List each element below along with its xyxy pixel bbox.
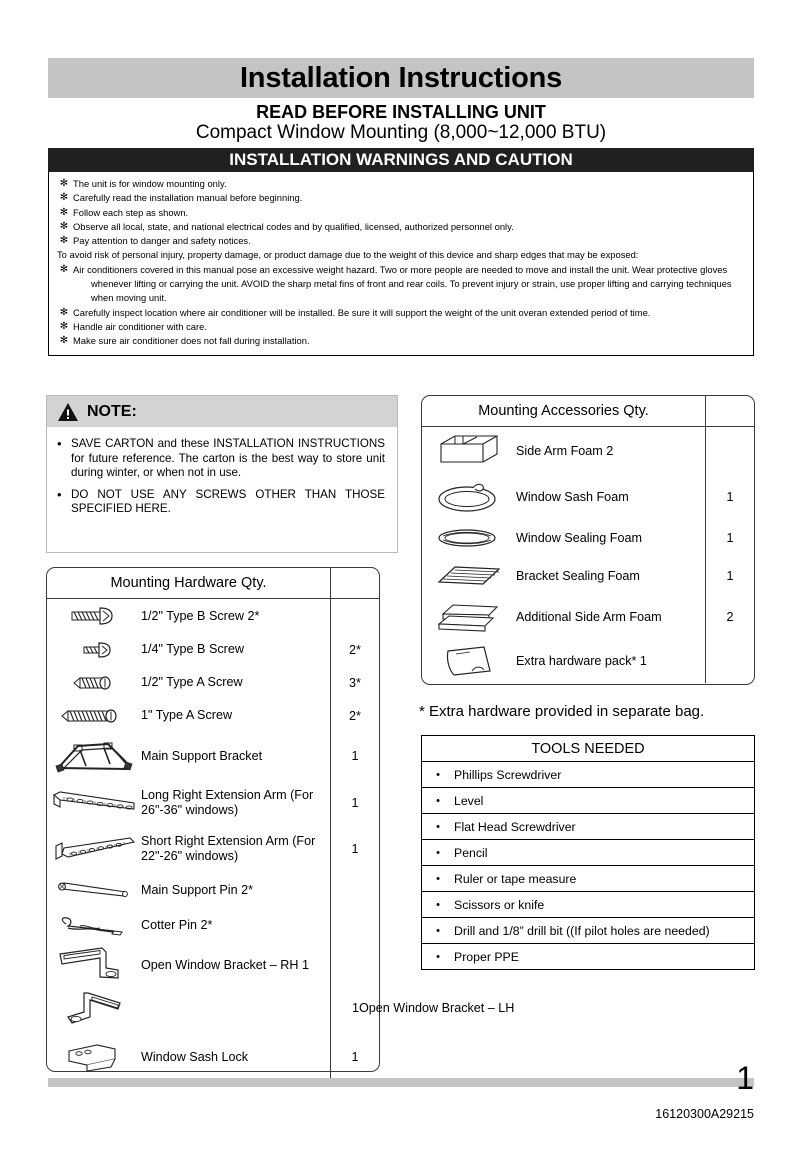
bullet-icon: • — [436, 924, 440, 937]
bullet-icon: • — [436, 820, 440, 833]
note-heading: NOTE: — [87, 402, 137, 420]
tool-label: Flat Head Screwdriver — [454, 819, 576, 834]
row-label: Side Arm Foam 2 — [516, 443, 614, 458]
row-label: Main Support Pin 2* — [141, 882, 254, 897]
warning-text: The unit is for window mounting only. — [73, 178, 227, 189]
short-right-extension-arm-icon — [47, 834, 141, 864]
row-label: Main Support Bracket — [141, 748, 263, 763]
row-qty: 3* — [330, 666, 379, 699]
bullet-icon: • — [436, 898, 440, 911]
warning-triangle-icon — [57, 402, 79, 422]
warning-bullet — [55, 234, 747, 248]
screw-type-a-half-inch-icon — [47, 673, 141, 693]
row-qty: 2* — [330, 633, 379, 666]
asterisk-bullet-icon: ✻ — [59, 263, 69, 275]
extra-hardware-pack-icon — [422, 643, 516, 679]
open-window-bracket-lh-icon — [47, 991, 141, 1031]
row-label: 1/4" Type B Screw — [141, 642, 244, 656]
warning-bullet — [55, 177, 747, 191]
warning-text: Observe all local, state, and national electrical codes and by qualified, licensed, authorized personnel only. — [73, 220, 514, 232]
warning-bullet — [55, 263, 747, 306]
warning-paragraph: To avoid risk of personal injury, property damage, or product damage due to the weight of this device and sharp edges that may be exposed: — [57, 249, 639, 261]
row-label: Extra hardware pack* 1 — [516, 653, 647, 668]
warning-text: Follow each step as shown. — [73, 206, 189, 218]
row-label: Additional Side Arm Foam — [516, 609, 662, 624]
list-item — [422, 944, 754, 969]
list-item — [422, 788, 754, 814]
window-sash-foam-icon — [422, 479, 516, 515]
note-body — [47, 427, 397, 530]
document-code: 16120300A29215 — [655, 1107, 754, 1121]
table-row — [47, 908, 379, 943]
warning-bullet — [55, 220, 747, 234]
warning-bullet — [55, 334, 747, 348]
tool-label: Pencil — [454, 845, 488, 860]
long-right-extension-arm-icon — [47, 788, 141, 818]
table-row — [422, 595, 754, 639]
list-item — [422, 866, 754, 892]
asterisk-bullet-icon: ✻ — [59, 206, 69, 218]
qty-column-header — [705, 396, 754, 426]
note-item-text: DO NOT USE ANY SCREWS OTHER THAN THOSE SPECIFIED HERE. — [71, 487, 385, 515]
tool-label: Ruler or tape measure — [454, 871, 577, 886]
table-row — [47, 780, 379, 826]
warnings-heading: INSTALLATION WARNINGS AND CAUTION — [48, 148, 754, 172]
bullet-icon: • — [57, 486, 62, 502]
table-row — [422, 557, 754, 595]
row-label: Open Window Bracket – RH 1 — [141, 957, 309, 972]
row-qty — [705, 427, 754, 475]
screw-type-a-one-inch-icon — [47, 706, 141, 726]
main-support-pin-icon — [47, 880, 141, 900]
bullet-icon: • — [57, 436, 62, 451]
row-qty: 1 — [705, 475, 754, 519]
warning-bullet — [55, 191, 747, 205]
table-row — [47, 666, 379, 699]
footer-divider — [48, 1078, 754, 1087]
bullet-icon: • — [436, 794, 440, 807]
tool-label: Drill and 1/8” drill bit ((If pilot holes are needed) — [454, 923, 710, 938]
table-header-row — [47, 568, 379, 599]
row-label: Bracket Sealing Foam — [516, 568, 640, 583]
row-qty — [330, 908, 379, 943]
additional-side-arm-foam-icon — [422, 600, 516, 634]
tools-needed-table — [421, 735, 755, 970]
warning-text: Air conditioners covered in this manual pose an excessive weight hazard. Two or more people are needed to move and install the unit. Wear protective gloves whenever lifting or carrying the unit. AVOID the sharp metal fins of front and rear coils. To prevent injury or strain, use proper lifting and carrying techniques when moving unit. — [73, 263, 732, 304]
mounting-accessories-table — [421, 395, 755, 685]
warning-text: Carefully read the installation manual before beginning. — [73, 192, 303, 204]
tool-label: Phillips Screwdriver — [454, 767, 562, 782]
row-label: Window Sealing Foam — [516, 530, 642, 545]
asterisk-bullet-icon: ✻ — [59, 192, 69, 204]
screw-type-b-half-inch-icon — [47, 606, 141, 626]
table-row — [47, 1035, 379, 1079]
asterisk-bullet-icon: ✻ — [59, 178, 69, 189]
tools-table-title: TOOLS NEEDED — [422, 736, 754, 762]
bullet-icon: • — [436, 872, 440, 885]
table-row — [47, 599, 379, 633]
asterisk-bullet-icon: ✻ — [59, 320, 69, 332]
mounting-hardware-table — [46, 567, 380, 1072]
row-label: Long Right Extension Arm (For 26"-36" windows) — [141, 788, 314, 817]
bullet-icon: • — [436, 950, 440, 963]
warning-text: Pay attention to danger and safety notices. — [73, 235, 251, 247]
table-row — [47, 943, 379, 987]
row-label: 1/2" Type A Screw — [141, 675, 243, 689]
table-row — [47, 699, 379, 732]
row-label: Short Right Extension Arm (For 22"-26" windows) — [141, 834, 316, 863]
table-header-row — [422, 396, 754, 427]
row-label: 1/2" Type B Screw 2* — [141, 608, 260, 623]
screw-type-b-quarter-inch-icon — [47, 640, 141, 660]
row-qty — [330, 943, 379, 987]
row-qty: 1 — [705, 557, 754, 595]
asterisk-bullet-icon: ✻ — [59, 306, 69, 318]
table-row — [47, 872, 379, 908]
warning-bullet — [55, 306, 747, 320]
tool-label: Level — [454, 793, 484, 808]
row-label: 1" Type A Screw — [141, 708, 233, 722]
asterisk-bullet-icon: ✻ — [59, 335, 69, 347]
note-header — [47, 396, 397, 427]
subtitle-mounting-type: Compact Window Mounting (8,000~12,000 BTU) — [195, 122, 607, 143]
page-title: Installation Instructions — [239, 61, 563, 94]
row-qty: 1 — [705, 519, 754, 557]
tool-label: Scissors or knife — [454, 897, 545, 912]
extra-hardware-note: * Extra hardware provided in separate bag. — [419, 703, 705, 720]
list-item — [422, 814, 754, 840]
warning-bullet — [55, 320, 747, 334]
warning-text: Handle air conditioner with care. — [73, 320, 207, 332]
tool-label: Proper PPE — [454, 949, 519, 964]
row-label: Window Sash Lock — [141, 1049, 249, 1064]
note-box — [46, 395, 398, 553]
open-window-bracket-lh-overflow-label: 1Open Window Bracket – LH — [352, 1001, 515, 1015]
table-row — [47, 732, 379, 780]
accessories-table-title: Mounting Accessories Qty. — [478, 403, 649, 419]
hardware-table-title: Mounting Hardware Qty. — [110, 575, 267, 591]
row-qty: 1 — [330, 826, 379, 872]
table-row — [47, 633, 379, 666]
list-item — [422, 762, 754, 788]
qty-column-header — [330, 568, 379, 598]
row-qty — [330, 599, 379, 633]
row-qty — [330, 872, 379, 908]
window-sash-lock-icon — [47, 1041, 141, 1073]
table-row — [47, 826, 379, 872]
row-qty — [705, 639, 754, 683]
list-item — [422, 892, 754, 918]
row-qty: 1 — [330, 780, 379, 826]
table-row — [422, 519, 754, 557]
asterisk-bullet-icon: ✻ — [59, 220, 69, 232]
note-list-item — [57, 437, 385, 481]
cotter-pin-icon — [47, 915, 141, 937]
warning-text: Carefully inspect location where air conditioner will be installed. Be sure it will support the weight of the unit overan extended period of time. — [73, 306, 651, 318]
row-label: Window Sash Foam — [516, 489, 629, 504]
note-item-text: SAVE CARTON and these INSTALLATION INSTRUCTIONS for future reference. The carton is the best way to store unit during winter, or when not in use. — [71, 437, 385, 479]
window-sealing-foam-icon — [422, 525, 516, 551]
list-item — [422, 840, 754, 866]
row-qty: 1 — [330, 732, 379, 780]
page-title-band — [48, 58, 754, 98]
warnings-body — [48, 172, 754, 356]
main-support-bracket-icon — [47, 736, 141, 776]
bracket-sealing-foam-icon — [422, 562, 516, 590]
page-number: 1 — [736, 1060, 754, 1096]
row-qty: 2* — [330, 699, 379, 732]
open-window-bracket-rh-icon — [47, 946, 141, 984]
warning-bullet — [55, 206, 747, 220]
warning-text: Make sure air conditioner does not fall during installation. — [73, 335, 310, 347]
bullet-icon: • — [436, 846, 440, 859]
table-row — [422, 427, 754, 475]
bullet-icon: • — [436, 768, 440, 781]
list-item — [422, 918, 754, 944]
table-row — [422, 639, 754, 683]
row-qty: 2 — [705, 595, 754, 639]
subtitle-read-before: READ BEFORE INSTALLING UNIT — [256, 102, 546, 122]
row-label: Cotter Pin 2* — [141, 918, 213, 932]
table-row — [47, 987, 379, 1035]
note-list-item — [57, 488, 385, 517]
asterisk-bullet-icon: ✻ — [59, 235, 69, 247]
row-qty: 1 — [330, 1035, 379, 1079]
table-row — [422, 475, 754, 519]
side-arm-foam-icon — [422, 432, 516, 470]
